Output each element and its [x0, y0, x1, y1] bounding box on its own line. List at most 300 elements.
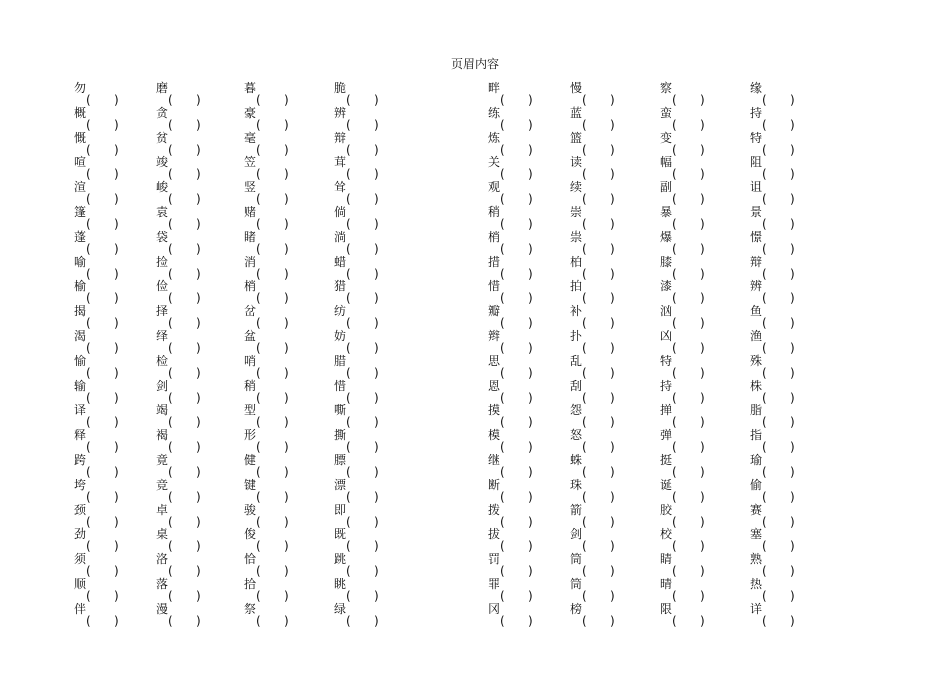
open-paren: ( [672, 117, 677, 132]
character: 颈 [74, 502, 87, 517]
open-paren: ( [762, 564, 767, 579]
close-paren: ) [528, 415, 533, 430]
char-cell [156, 601, 202, 626]
open-paren: ( [86, 266, 91, 281]
char-cell [156, 303, 202, 331]
char-cell [74, 601, 120, 626]
open-paren: ( [500, 192, 505, 207]
character: 憬 [750, 229, 763, 244]
character: 热 [750, 576, 763, 591]
char-cell [660, 576, 706, 601]
char-cell [74, 303, 120, 331]
char-cell [660, 328, 706, 353]
character: 摸 [488, 403, 501, 418]
open-paren: ( [86, 365, 91, 380]
character: 渔 [750, 328, 763, 343]
character: 概 [74, 105, 87, 120]
character: 消 [244, 254, 257, 269]
character: 篷 [74, 204, 87, 219]
char-cell [750, 477, 796, 502]
character: 辨 [334, 105, 347, 120]
open-paren: ( [168, 216, 173, 231]
close-paren: ) [528, 390, 533, 405]
open-paren: ( [672, 588, 677, 603]
open-paren: ( [500, 415, 505, 430]
char-cell [570, 526, 616, 554]
character: 阻 [750, 155, 763, 170]
open-paren: ( [762, 241, 767, 256]
char-cell [74, 179, 120, 207]
character: 笠 [244, 155, 257, 170]
open-paren: ( [256, 613, 261, 628]
close-paren: ) [790, 340, 795, 355]
close-paren: ) [284, 365, 289, 380]
character: 须 [74, 552, 87, 567]
character: 俭 [156, 279, 169, 294]
close-paren: ) [374, 241, 379, 256]
close-paren: ) [374, 514, 379, 529]
open-paren: ( [346, 316, 351, 331]
char-cell [660, 254, 706, 279]
character: 补 [570, 304, 583, 319]
close-paren: ) [790, 588, 795, 603]
char-cell [660, 204, 706, 229]
char-cell [570, 353, 616, 378]
open-paren: ( [582, 564, 587, 579]
open-paren: ( [168, 489, 173, 504]
character: 劲 [74, 527, 87, 542]
open-paren: ( [672, 291, 677, 306]
open-paren: ( [346, 192, 351, 207]
open-paren: ( [168, 167, 173, 182]
close-paren: ) [284, 464, 289, 479]
open-paren: ( [672, 93, 677, 107]
open-paren: ( [256, 415, 261, 430]
character: 释 [74, 428, 87, 443]
char-cell [74, 477, 120, 502]
open-paren: ( [346, 514, 351, 529]
character: 稍 [244, 378, 257, 393]
char-cell [750, 576, 796, 601]
open-paren: ( [762, 588, 767, 603]
close-paren: ) [610, 564, 615, 579]
close-paren: ) [114, 365, 119, 380]
character: 膝 [660, 254, 673, 269]
char-cell [244, 105, 290, 130]
char-cell [570, 576, 616, 601]
char-row [0, 303, 950, 331]
char-cell [750, 204, 796, 229]
character: 变 [660, 130, 673, 145]
char-cell [660, 278, 706, 306]
character: 竟 [156, 452, 169, 467]
char-cell [488, 576, 534, 601]
character: 伴 [74, 601, 87, 616]
char-cell [750, 229, 796, 254]
character: 梢 [488, 229, 501, 244]
open-paren: ( [86, 117, 91, 132]
char-cell [156, 452, 202, 477]
close-paren: ) [284, 564, 289, 579]
char-cell [750, 130, 796, 155]
character: 景 [750, 204, 763, 219]
open-paren: ( [582, 514, 587, 529]
char-cell [570, 502, 616, 527]
close-paren: ) [196, 340, 201, 355]
open-paren: ( [582, 167, 587, 182]
open-paren: ( [168, 142, 173, 157]
character: 辩 [750, 254, 763, 269]
close-paren: ) [196, 613, 201, 628]
open-paren: ( [256, 489, 261, 504]
open-paren: ( [500, 564, 505, 579]
char-row [0, 452, 950, 477]
char-cell [156, 278, 202, 306]
character: 熟 [750, 552, 763, 567]
char-cell [488, 601, 534, 626]
close-paren: ) [790, 192, 795, 207]
close-paren: ) [528, 464, 533, 479]
char-cell [244, 601, 290, 626]
open-paren: ( [500, 142, 505, 157]
open-paren: ( [582, 340, 587, 355]
close-paren: ) [114, 216, 119, 231]
close-paren: ) [114, 564, 119, 579]
open-paren: ( [346, 440, 351, 455]
character: 拾 [244, 576, 257, 591]
character: 乱 [570, 353, 583, 368]
character: 蛮 [660, 105, 673, 120]
close-paren: ) [610, 588, 615, 603]
char-cell [488, 303, 534, 331]
open-paren: ( [168, 93, 173, 107]
character: 检 [156, 353, 169, 368]
close-paren: ) [196, 142, 201, 157]
open-paren: ( [500, 216, 505, 231]
character: 桌 [156, 527, 169, 542]
character: 祟 [570, 229, 583, 244]
close-paren: ) [700, 365, 705, 380]
open-paren: ( [672, 464, 677, 479]
open-paren: ( [672, 142, 677, 157]
close-paren: ) [114, 489, 119, 504]
char-cell [156, 130, 202, 155]
char-cell [334, 229, 380, 254]
char-cell [488, 477, 534, 502]
open-paren: ( [86, 489, 91, 504]
close-paren: ) [528, 539, 533, 554]
close-paren: ) [610, 291, 615, 306]
open-paren: ( [762, 216, 767, 231]
character: 嘶 [334, 403, 347, 418]
char-cell [156, 378, 202, 403]
close-paren: ) [114, 117, 119, 132]
character: 断 [488, 477, 501, 492]
char-cell [570, 402, 616, 430]
open-paren: ( [582, 142, 587, 157]
char-cell [488, 328, 534, 353]
character: 扑 [570, 328, 583, 343]
char-row [0, 278, 950, 306]
close-paren: ) [284, 539, 289, 554]
open-paren: ( [86, 93, 91, 107]
close-paren: ) [790, 93, 795, 107]
character: 篮 [570, 130, 583, 145]
character: 愉 [74, 353, 87, 368]
char-row [0, 353, 950, 378]
close-paren: ) [374, 266, 379, 281]
close-paren: ) [374, 216, 379, 231]
close-paren: ) [700, 216, 705, 231]
char-cell [660, 551, 706, 579]
character: 洛 [156, 552, 169, 567]
character: 勿 [74, 81, 87, 95]
open-paren: ( [672, 340, 677, 355]
character: 竭 [156, 403, 169, 418]
char-cell [244, 254, 290, 279]
open-paren: ( [86, 241, 91, 256]
open-paren: ( [256, 117, 261, 132]
char-cell [156, 526, 202, 554]
char-cell [488, 378, 534, 403]
character: 榜 [570, 601, 583, 616]
character: 淌 [334, 229, 347, 244]
open-paren: ( [500, 266, 505, 281]
char-cell [156, 576, 202, 601]
character: 漫 [156, 601, 169, 616]
character: 练 [488, 105, 501, 120]
character: 健 [244, 452, 257, 467]
character: 弹 [660, 428, 673, 443]
close-paren: ) [196, 464, 201, 479]
character: 睹 [244, 229, 257, 244]
close-paren: ) [610, 142, 615, 157]
char-cell [334, 278, 380, 306]
char-row [0, 154, 950, 182]
character: 脂 [750, 403, 763, 418]
open-paren: ( [168, 415, 173, 430]
open-paren: ( [346, 266, 351, 281]
open-paren: ( [582, 266, 587, 281]
character: 慢 [570, 81, 583, 95]
character: 岔 [244, 304, 257, 319]
open-paren: ( [762, 266, 767, 281]
close-paren: ) [610, 216, 615, 231]
close-paren: ) [284, 216, 289, 231]
close-paren: ) [196, 539, 201, 554]
open-paren: ( [500, 588, 505, 603]
character: 思 [488, 353, 501, 368]
character: 袁 [156, 204, 169, 219]
character: 恩 [488, 378, 501, 393]
char-cell [156, 353, 202, 378]
char-cell [74, 551, 120, 579]
char-cell [156, 402, 202, 430]
char-cell [570, 601, 616, 626]
close-paren: ) [284, 316, 289, 331]
open-paren: ( [256, 514, 261, 529]
open-paren: ( [500, 514, 505, 529]
close-paren: ) [196, 514, 201, 529]
char-cell [244, 229, 290, 254]
char-row [0, 254, 950, 279]
char-cell [74, 130, 120, 155]
char-cell [74, 105, 120, 130]
character: 垮 [74, 477, 87, 492]
close-paren: ) [114, 464, 119, 479]
character: 爆 [660, 229, 673, 244]
close-paren: ) [196, 216, 201, 231]
char-cell [156, 179, 202, 207]
character: 毫 [244, 130, 257, 145]
character: 特 [660, 353, 673, 368]
character: 竖 [244, 180, 257, 195]
close-paren: ) [114, 241, 119, 256]
close-paren: ) [610, 340, 615, 355]
open-paren: ( [346, 539, 351, 554]
open-paren: ( [256, 266, 261, 281]
close-paren: ) [790, 216, 795, 231]
char-cell [334, 427, 380, 455]
char-cell [334, 551, 380, 579]
close-paren: ) [700, 192, 705, 207]
character: 豪 [244, 105, 257, 120]
char-cell [74, 576, 120, 601]
open-paren: ( [86, 192, 91, 207]
character: 塞 [750, 527, 763, 542]
character: 瑜 [750, 452, 763, 467]
char-cell [244, 328, 290, 353]
close-paren: ) [196, 415, 201, 430]
close-paren: ) [374, 316, 379, 331]
close-paren: ) [610, 390, 615, 405]
open-paren: ( [256, 216, 261, 231]
char-cell [660, 229, 706, 254]
character: 蓝 [570, 105, 583, 120]
close-paren: ) [374, 365, 379, 380]
character: 晴 [660, 576, 673, 591]
close-paren: ) [700, 613, 705, 628]
close-paren: ) [374, 291, 379, 306]
char-cell [74, 328, 120, 353]
open-paren: ( [168, 266, 173, 281]
open-paren: ( [256, 464, 261, 479]
char-cell [570, 551, 616, 579]
open-paren: ( [256, 142, 261, 157]
close-paren: ) [528, 192, 533, 207]
char-cell [660, 477, 706, 502]
character: 蛛 [570, 452, 583, 467]
character: 纺 [334, 304, 347, 319]
char-cell [244, 477, 290, 502]
open-paren: ( [346, 291, 351, 306]
character: 诅 [750, 180, 763, 195]
character: 惜 [334, 378, 347, 393]
close-paren: ) [790, 464, 795, 479]
close-paren: ) [700, 93, 705, 107]
char-cell [334, 303, 380, 331]
close-paren: ) [196, 564, 201, 579]
char-cell [334, 452, 380, 477]
close-paren: ) [790, 390, 795, 405]
character: 缘 [750, 81, 763, 95]
open-paren: ( [346, 241, 351, 256]
close-paren: ) [374, 464, 379, 479]
close-paren: ) [528, 142, 533, 157]
close-paren: ) [528, 588, 533, 603]
char-cell [334, 502, 380, 527]
open-paren: ( [86, 415, 91, 430]
character: 峻 [156, 180, 169, 195]
open-paren: ( [256, 241, 261, 256]
close-paren: ) [374, 142, 379, 157]
close-paren: ) [610, 415, 615, 430]
character: 贪 [156, 105, 169, 120]
open-paren: ( [86, 390, 91, 405]
character: 赛 [750, 502, 763, 517]
char-cell [488, 229, 534, 254]
open-paren: ( [86, 588, 91, 603]
character: 副 [660, 180, 673, 195]
char-cell [244, 402, 290, 430]
close-paren: ) [610, 440, 615, 455]
open-paren: ( [256, 192, 261, 207]
char-cell [244, 452, 290, 477]
close-paren: ) [610, 365, 615, 380]
open-paren: ( [346, 142, 351, 157]
open-paren: ( [86, 564, 91, 579]
char-cell [660, 427, 706, 455]
char-cell [570, 427, 616, 455]
close-paren: ) [700, 167, 705, 182]
character: 冈 [488, 601, 501, 616]
character: 妨 [334, 328, 347, 343]
close-paren: ) [700, 514, 705, 529]
char-cell [334, 378, 380, 403]
close-paren: ) [610, 117, 615, 132]
close-paren: ) [284, 192, 289, 207]
character: 诞 [660, 477, 673, 492]
char-cell [570, 80, 616, 105]
char-row [0, 427, 950, 455]
open-paren: ( [672, 365, 677, 380]
char-cell [156, 551, 202, 579]
char-cell [570, 477, 616, 502]
close-paren: ) [790, 117, 795, 132]
open-paren: ( [762, 489, 767, 504]
close-paren: ) [528, 167, 533, 182]
char-row [0, 601, 950, 626]
open-paren: ( [762, 514, 767, 529]
char-cell [488, 105, 534, 130]
open-paren: ( [168, 117, 173, 132]
close-paren: ) [790, 415, 795, 430]
open-paren: ( [86, 539, 91, 554]
close-paren: ) [114, 192, 119, 207]
character: 措 [488, 254, 501, 269]
open-paren: ( [256, 539, 261, 554]
char-cell [488, 551, 534, 579]
open-paren: ( [168, 316, 173, 331]
open-paren: ( [346, 365, 351, 380]
open-paren: ( [762, 365, 767, 380]
character: 怒 [570, 428, 583, 443]
open-paren: ( [500, 613, 505, 628]
open-paren: ( [346, 216, 351, 231]
close-paren: ) [114, 539, 119, 554]
close-paren: ) [790, 167, 795, 182]
open-paren: ( [346, 613, 351, 628]
